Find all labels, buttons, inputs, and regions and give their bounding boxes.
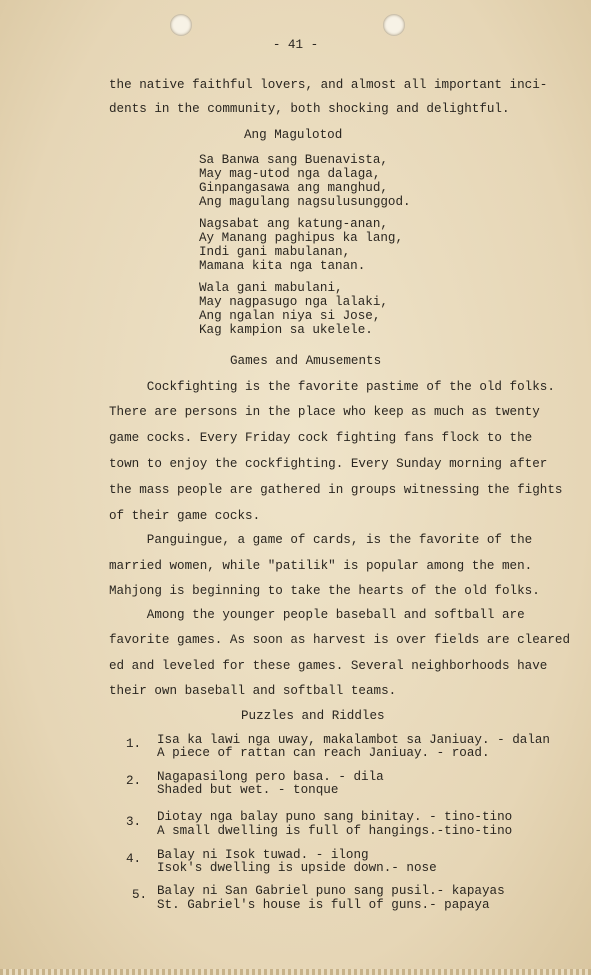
body-line: Cockfighting is the favorite pastime of the old folks. — [109, 380, 555, 394]
body-line: ed and leveled for these games. Several neighborhoods have — [109, 659, 548, 673]
poem-line: Ay Manang paghipus ka lang, — [199, 231, 404, 245]
poem-line: Indi gani mabulanan, — [199, 245, 351, 259]
riddle-native: Isa ka lawi nga uway, makalambot sa Janiuay. - dalan — [157, 733, 550, 747]
riddle-native: Balay ni San Gabriel puno sang pusil.- kapayas — [157, 884, 505, 898]
poem-title: Ang Magulotod — [244, 128, 343, 142]
page-number: - 41 - — [272, 38, 319, 52]
poem-line: Ang magulang nagsulusunggod. — [199, 195, 411, 209]
poem-line: Nagsabat ang katung-anan, — [199, 217, 388, 231]
body-line: game cocks. Every Friday cock fighting fans flock to the — [109, 431, 533, 445]
riddle-english: A small dwelling is full of hangings.-tino-tino — [157, 824, 513, 838]
body-line: the mass people are gathered in groups witnessing the fights — [109, 483, 563, 497]
riddle-native: Balay ni Isok tuwad. - ilong — [157, 848, 369, 862]
intro-line: dents in the community, both shocking and delightful. — [109, 102, 510, 116]
poem-line: Ang ngalan niya si Jose, — [199, 309, 381, 323]
punch-hole — [170, 14, 192, 36]
poem-line: Kag kampion sa ukelele. — [199, 323, 373, 337]
intro-line: the native faithful lovers, and almost all important inci- — [109, 78, 548, 92]
riddle-english: A piece of rattan can reach Janiuay. - road. — [157, 746, 490, 760]
riddle-native: Nagapasilong pero basa. - dila — [157, 770, 384, 784]
poem-line: May nagpasugo nga lalaki, — [199, 295, 388, 309]
body-line: of their game cocks. — [109, 509, 261, 523]
riddle-english: St. Gabriel's house is full of guns.- papaya — [157, 898, 490, 912]
riddle-native: Diotay nga balay puno sang binitay. - tino-tino — [157, 810, 513, 824]
poem-line: Sa Banwa sang Buenavista, — [199, 153, 388, 167]
body-line: There are persons in the place who keep as much as twenty — [109, 405, 540, 419]
body-line: married women, while "patilik" is popular among the men. — [109, 559, 533, 573]
riddle-number: 2. — [126, 774, 142, 788]
body-line: town to enjoy the cockfighting. Every Sunday morning after — [109, 457, 548, 471]
body-line: Panguingue, a game of cards, is the favorite of the — [109, 533, 533, 547]
body-line: Among the younger people baseball and softball are — [109, 608, 525, 622]
body-line: their own baseball and softball teams. — [109, 684, 397, 698]
riddle-number: 1. — [126, 737, 142, 751]
riddle-number: 4. — [126, 852, 142, 866]
riddle-english: Isok's dwelling is upside down.- nose — [157, 861, 437, 875]
riddle-english: Shaded but wet. - tonque — [157, 783, 339, 797]
body-line: Mahjong is beginning to take the hearts of the old folks. — [109, 584, 540, 598]
poem-line: Wala gani mabulani, — [199, 281, 343, 295]
poem-line: Ginpangasawa ang manghud, — [199, 181, 388, 195]
riddle-number: 5. — [132, 888, 148, 902]
section-heading-games: Games and Amusements — [230, 354, 382, 368]
poem-line: May mag-utod nga dalaga, — [199, 167, 381, 181]
section-heading-riddles: Puzzles and Riddles — [241, 709, 385, 723]
page-bottom-edge — [0, 969, 591, 975]
body-line: favorite games. As soon as harvest is over fields are cleared — [109, 633, 571, 647]
riddle-number: 3. — [126, 815, 142, 829]
punch-hole — [383, 14, 405, 36]
poem-line: Mamana kita nga tanan. — [199, 259, 366, 273]
